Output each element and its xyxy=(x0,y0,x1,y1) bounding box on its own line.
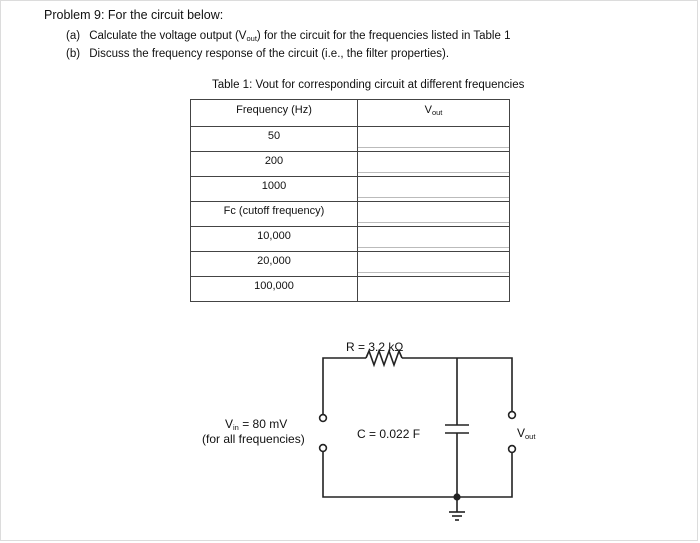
header-vout-sub: out xyxy=(431,108,443,117)
question-a-label: (a) xyxy=(66,30,81,42)
frequency-cell: 20,000 xyxy=(257,255,291,267)
vin-value: = 80 mV xyxy=(238,417,288,431)
vout-label xyxy=(517,426,535,441)
vin-terminal-top xyxy=(320,415,327,422)
vin-main: V xyxy=(225,417,234,431)
vin-sub: in xyxy=(233,423,239,432)
capacitor-label: C = 0.022 F xyxy=(357,427,421,441)
top-wire xyxy=(323,358,366,415)
ground-node xyxy=(453,493,460,500)
question-a-text-after: ) for the circuit for the frequencies listed in Table 1 xyxy=(256,30,511,42)
vout-terminal-bottom xyxy=(509,446,516,453)
resistor-label: R = 3.2 kΩ xyxy=(346,340,404,354)
question-b-label: (b) xyxy=(66,48,81,60)
vin-label xyxy=(225,417,287,432)
frequency-cell: 100,000 xyxy=(254,280,294,292)
question-a-text-sub: out xyxy=(246,34,257,43)
frequency-cell: 10,000 xyxy=(257,230,291,242)
vout-main: V xyxy=(517,426,526,440)
frequency-cell: 200 xyxy=(264,155,284,167)
vout-terminal-top xyxy=(509,412,516,419)
vin-note: (for all frequencies) xyxy=(202,432,305,446)
header-frequency: Frequency (Hz) xyxy=(191,100,358,127)
question-b-text: Discuss the frequency response of the circuit (i.e., the filter properties). xyxy=(89,48,450,60)
frequency-cell: 1000 xyxy=(261,180,287,192)
frequency-cell: Fc (cutoff frequency) xyxy=(223,205,325,217)
table-caption: Table 1: Vout for corresponding circuit at different frequencies xyxy=(212,79,525,91)
frequency-cell: 50 xyxy=(267,130,281,142)
header-vout-main: V xyxy=(424,104,432,116)
vin-terminal-bottom xyxy=(320,445,327,452)
question-a-text-before: Calculate the voltage output (V xyxy=(89,30,247,42)
vout-sub: out xyxy=(525,432,536,441)
problem-title: Problem 9: For the circuit below: xyxy=(44,8,224,22)
left-bottom-wire xyxy=(323,451,512,497)
